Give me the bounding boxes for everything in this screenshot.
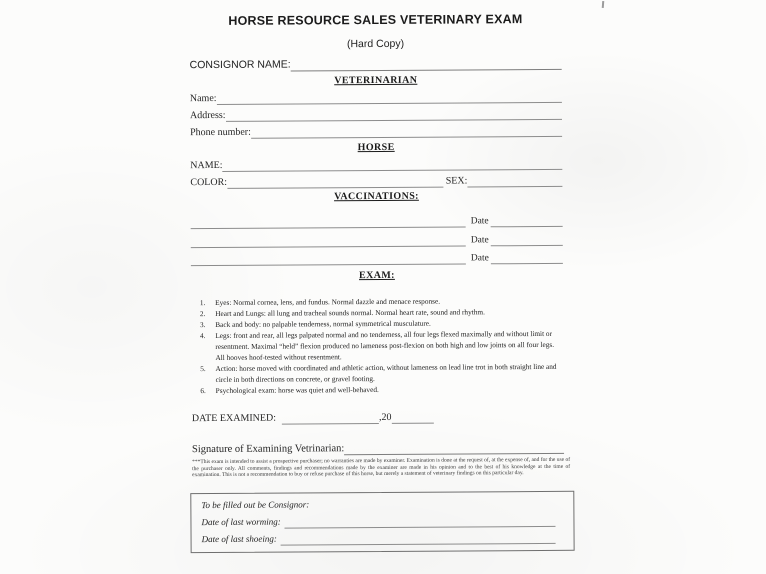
horse-color-blank-line	[227, 177, 444, 189]
disclaimer-text: ***This exam is intended to assist a prospective purchaser; no warranties are made by examiner. Examination is done at the request of, at the expense of, and for the use of the purchaser only. All comments, findings and recommendations made by the examiner are made in his opinion and to the best of his knowledge at the time of examination. This is not a recommendation to buy or refuse purchase of this horse, but merely a statement of veterinary findings on this particular day.	[192, 456, 571, 479]
vet-address-blank-line	[226, 109, 562, 122]
exam-finding-item: 6. Psychological exam: horse was quiet and well-behaved.	[208, 383, 564, 396]
signature-row	[192, 441, 564, 456]
exam-finding-item: 1. Eyes: Normal cornea, lens, and fundus. Normal dazzle and menace response.	[207, 295, 563, 308]
vet-address-row	[190, 108, 562, 122]
form-content	[189, 12, 571, 553]
vaccination-blank-line	[191, 216, 466, 229]
spacer	[434, 423, 564, 424]
consignor-name-blank-line	[291, 59, 562, 72]
vaccination-date-label: Date	[470, 216, 489, 227]
scan-artifact-mark	[602, 1, 604, 8]
exam-finding-item: 2. Heart and Lungs: all lung and tracheal sounds normal. Normal heart rate, sound and rhythm.	[207, 306, 563, 319]
last-shoeing-blank-line	[281, 534, 556, 546]
horse-section-heading: HORSE	[357, 141, 395, 154]
vaccination-row	[191, 253, 563, 266]
consignor-name-row	[190, 57, 562, 72]
vaccination-row	[191, 216, 563, 229]
horse-name-row	[190, 158, 562, 172]
horse-sex-label: SEX:	[445, 175, 468, 187]
signature-blank-line	[344, 443, 564, 455]
consignor-name-label: CONSIGNOR NAME:	[189, 58, 291, 72]
vet-phone-blank-line	[251, 126, 562, 139]
consignor-box-heading: To be filled out be Consignor:	[201, 499, 310, 511]
year-blank-line	[391, 413, 433, 424]
horse-name-label: NAME:	[190, 159, 223, 172]
vaccination-blank-line	[191, 235, 466, 248]
consignor-fill-box	[190, 491, 574, 553]
horse-color-label: COLOR:	[190, 176, 228, 189]
last-shoeing-label: Date of last shoeing:	[201, 533, 277, 545]
form-subtitle: (Hard Copy)	[346, 37, 405, 51]
veterinarian-section-heading: VETERINARIAN	[334, 74, 418, 87]
exam-findings-list	[191, 295, 564, 396]
exam-finding-item: 3. Back and body: no palpable tenderness, normal symmetrical musculature.	[207, 317, 563, 330]
vet-name-blank-line	[217, 92, 562, 105]
signature-label: Signature of Examining Vetrinarian:	[191, 443, 345, 456]
vaccination-date-blank-line	[491, 253, 563, 264]
vaccination-row	[191, 235, 563, 248]
vet-phone-row	[190, 125, 562, 139]
date-examined-blank-line	[282, 413, 379, 425]
vaccination-date-label: Date	[470, 253, 489, 264]
horse-name-blank-line	[222, 159, 562, 172]
last-worming-label: Date of last worming:	[201, 516, 281, 528]
vet-address-label: Address:	[189, 109, 226, 122]
year-prefix-label: ,20	[378, 411, 392, 423]
last-worming-row	[201, 514, 563, 529]
horse-color-sex-row	[190, 175, 562, 189]
exam-finding-item: 5. Action: horse moved with coordinated and athletic action, without lameness on lead line trot in both straight line and circle in both directions on concrete, or gravel footing.	[207, 361, 563, 385]
date-examined-row	[192, 410, 564, 425]
vet-phone-label: Phone number:	[190, 126, 251, 139]
last-shoeing-row	[202, 531, 564, 546]
vaccination-blank-line	[191, 253, 466, 266]
vet-name-label: Name:	[189, 92, 217, 105]
horse-sex-blank-line	[467, 176, 562, 188]
vaccinations-section-heading: VACCINATIONS:	[334, 190, 419, 203]
exam-finding-item: 4. Legs: front and rear, all legs palpated normal and no tenderness, all four legs flexed maximally and without limit or resentment. Maximal “held” flexion produced no lameness post-flexion on both high and low joints on all four legs. All hooves hoof-tested without resentment.	[207, 328, 563, 363]
vet-name-row	[190, 91, 562, 105]
vaccination-date-blank-line	[491, 216, 563, 227]
exam-section-heading: EXAM:	[358, 269, 395, 282]
vaccination-date-blank-line	[491, 235, 563, 246]
vaccination-date-label: Date	[470, 235, 489, 246]
date-examined-label: DATE EXAMINED:	[191, 412, 277, 425]
last-worming-blank-line	[285, 517, 556, 529]
form-title: HORSE RESOURCE SALES VETERINARY EXAM	[228, 12, 523, 28]
